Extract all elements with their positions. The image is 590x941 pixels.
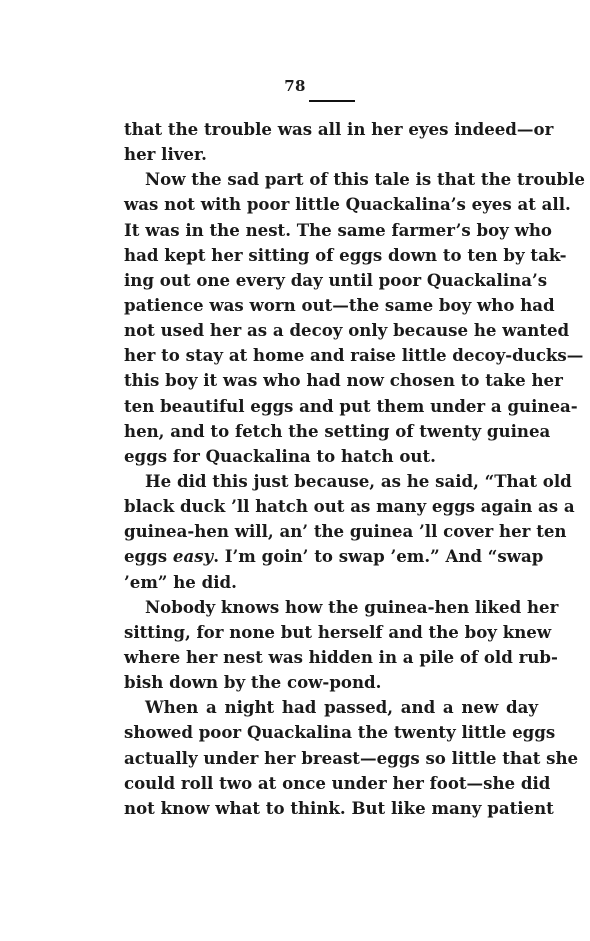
text-line: He did this just because, as he said, “That old bbox=[145, 470, 572, 491]
text-line: bish down by the cow-pond. bbox=[124, 672, 382, 693]
text-line bbox=[124, 544, 544, 569]
text-line: ing out one every day until poor Quackalina’s bbox=[124, 269, 548, 290]
text-line: where her nest was hidden in a pile of old rub- bbox=[124, 646, 558, 667]
text-line: It was in the nest. The same farmer’s boy who bbox=[124, 219, 552, 240]
text-line: ’em” he did. bbox=[124, 571, 237, 592]
text-segment: . I’m goin’ to swap ’em.” And “swap bbox=[213, 546, 544, 567]
text-line: black duck ’ll hatch out as many eggs again as a bbox=[124, 496, 575, 517]
text-line: not know what to think. But like many patient bbox=[124, 797, 554, 818]
text-line: had kept her sitting of eggs down to ten by tak- bbox=[124, 244, 567, 265]
italic-text: easy bbox=[172, 546, 214, 567]
text-line: was not with poor little Quackalina’s eyes at all. bbox=[124, 194, 571, 215]
text-line: hen, and to fetch the setting of twenty guinea bbox=[124, 420, 551, 441]
text-line: patience was worn out—the same boy who had bbox=[124, 294, 555, 315]
text-line: could roll two at once under her foot—she did bbox=[124, 772, 551, 793]
text-line: eggs for Quackalina to hatch out. bbox=[124, 445, 436, 466]
body-text bbox=[124, 117, 585, 821]
text-line: actually under her breast—eggs so little that she bbox=[124, 747, 579, 768]
text-line: Now the sad part of this tale is that the trouble bbox=[145, 169, 585, 190]
text-line: sitting, for none but herself and the boy knew bbox=[124, 621, 552, 642]
page-number: 78 bbox=[284, 77, 306, 95]
text-line: guinea-hen will, an’ the guinea ’ll cover her ten bbox=[124, 521, 567, 542]
header-rule bbox=[309, 100, 355, 102]
text-line: Nobody knows how the guinea-hen liked her bbox=[145, 596, 559, 617]
page-header bbox=[0, 76, 590, 95]
text-line: When a night had passed, and a new day bbox=[145, 697, 538, 718]
text-line: her liver. bbox=[124, 144, 207, 165]
text-segment: eggs bbox=[124, 546, 168, 567]
text-line: her to stay at home and raise little decoy-ducks— bbox=[124, 345, 584, 366]
text-line: ten beautiful eggs and put them under a guinea- bbox=[124, 395, 578, 416]
text-line: not used her as a decoy only because he wanted bbox=[124, 320, 570, 341]
text-line: that the trouble was all in her eyes indeed—or bbox=[124, 119, 554, 139]
text-line: showed poor Quackalina the twenty little eggs bbox=[124, 722, 556, 743]
text-line: this boy it was who had now chosen to take her bbox=[124, 370, 563, 391]
